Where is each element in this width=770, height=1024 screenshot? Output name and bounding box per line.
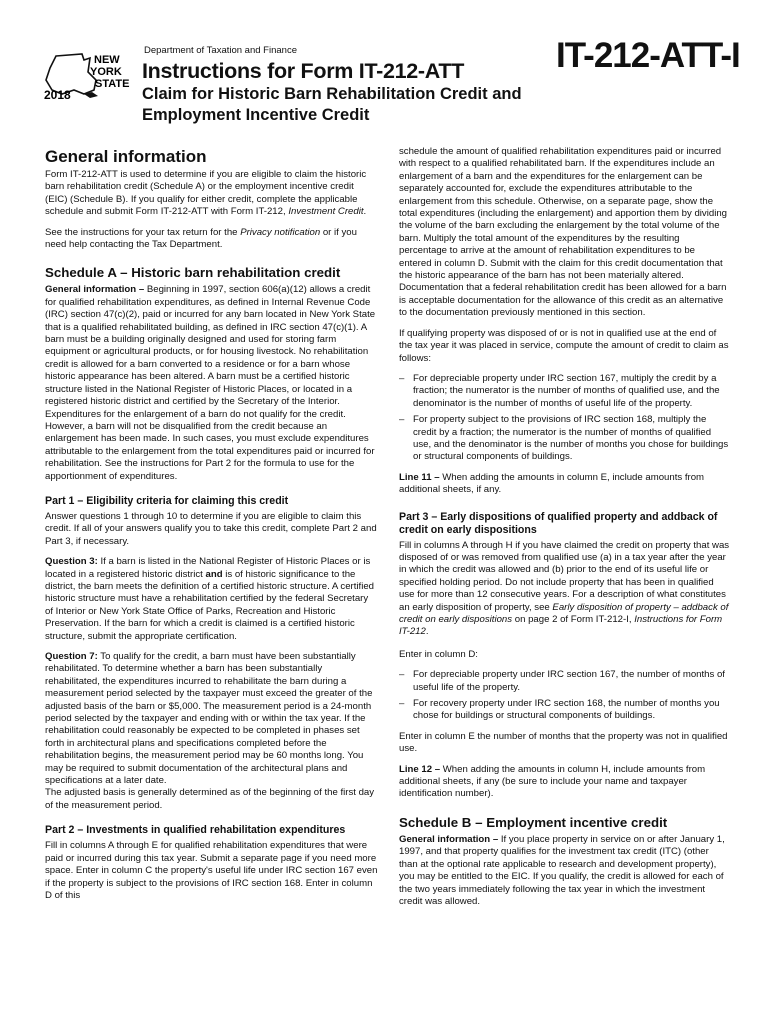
general-information-heading: General information <box>45 147 207 166</box>
column-d-text: Enter in column D: <box>399 648 478 660</box>
disposed-property-list <box>399 373 730 464</box>
part2-text: Fill in columns A through E for qualified rehabilitation expenditures that were paid or incurred during this tax year. Submit a separate page if you need more space. Enter in column C the property's useful life under IRC section 167 even if the property is subject to the provisions of IRC section 168. Enter in column D of this <box>45 840 378 901</box>
part2-continued: schedule the amount of qualified rehabilitation expenditures paid or incurred with respect to a qualified rehabilitated barn. If the expenditures include an enlargement of a barn and the expenditures for the enlargement can be separately accounted for, exclude the expenditures attributable to the enlargement from this schedule. Otherwise, on a separate page, show the total expenditures (including the enlargement) and apportion them by dividing the volume of the barn excluding the enlargement by the total volume of the barn. Multiply the total amount of the expenditures by the resulting percentage to arrive at the amount of rehabilitation expenditures to be entered in column D. Submit with the claim for this credit documentation that the historic appearance of the barn has not been materially altered. Documentation that a federal rehabilitation credit has been allowed for a barn is acceptable documentation for the allowance of this credit as an alternative to the documentation previously mentioned in this section. <box>399 146 727 319</box>
part3-text: Fill in columns A through H if you have claimed the credit on property that was disposed of or was removed from qualified use (a) in a tax year after the year in which the credit was allowed and (b) prior to the end of its useful life or specified holding period. Do not include property that has been in qualified use for more than 12 consecutive years. For a description of what constitutes an early disposition of property, see Early disposition of property – addback of credit on early dispositions on page 2 of Form IT-212-I, Instructions for Form IT-212. <box>399 539 730 638</box>
column-d-list <box>399 669 730 723</box>
new-york-state-logo <box>38 50 138 102</box>
line11-text: Line 11 – When adding the amounts in column E, include amounts from additional sheets, if any. <box>399 471 705 496</box>
list-item: – For depreciable property under IRC section 167, the number of months of useful life of the property. <box>399 669 730 694</box>
page-subtitle: Claim for Historic Barn Rehabilitation Credit and Employment Incentive Credit <box>142 85 522 124</box>
column-e-text: Enter in column E the number of months that the property was not in qualified use. <box>399 730 728 755</box>
state-line-3: STATE <box>95 78 130 90</box>
part1-heading: Part 1 – Eligibility criteria for claiming this credit <box>45 494 289 507</box>
schedule-a-general-info: General information – Beginning in 1997, section 606(a)(12) allows a credit for qualified rehabilitation expenditures, as defined in Internal Revenue Code (IRC) section 47(c)(2), paid or incurred for any barn located in New York State that is a qualified rehabilitated building, as defined in IRC section 47(c)(1). A barn must be a building originally designed and used for storing farm equipment or agricultural products, or for housing livestock. No rehabilitation credit is allowed for a barn converted to a residence or for a barn whose historic appearance has been altered. A barn must be a certified historic structure listed in the National Register of Historic Places, or located in a registered historic district and certified by the Secretary of the Interior. Expenditures for the enlargement of a barn do not qualify for the credit. However, a barn will not be disqualified from the credit because an enlargement has been made. In such cases, you must exclude expenditures attributable to the enlargement from the total expenditures paid or incurred for rehabilitation. See the instructions for Part 2 for the formula to use for the apportionment of expenditures. <box>45 284 376 482</box>
question-7: Question 7: To qualify for the credit, a barn must have been substantially rehabilitated. To determine whether a barn has been substantially rehabilitated, the expenditures incurred to rehabilitate the barn during a measurement period selected by the taxpayer must exceed the greater of the adjusted basis of the barn or $5,000. The measurement period is a 24-month period selected by the taxpayer and ending with or within the tax year. If the rehabilitation could reasonably be expected to be completed in phases set forth in architectural plans and specifications completed before the rehabilitation begins, the measurement period may be 60 months long. You may be required to submit documentation of the architectural plans and specifications at a later date. <box>45 651 373 787</box>
general-paragraph-1: Form IT-212-ATT is used to determine if you are eligible to claim the historic barn rehabilitation credit (Schedule A) or the employment incentive credit (EIC) (Schedule B). If you qualify for either credit, complete the applicable schedule and submit Form IT-212-ATT with Form IT-212, Investment Credit. <box>45 169 367 218</box>
adjusted-basis-text: The adjusted basis is generally determined as of the beginning of the first day of the measurement period. <box>45 787 375 811</box>
page-title: Instructions for Form IT-212-ATT <box>142 59 465 83</box>
list-item: – For depreciable property under IRC section 167, multiply the credit by a fraction; the numerator is the number of months of qualified use, and the denominator is the number of months of useful life of the property. <box>399 373 730 410</box>
schedule-a-heading: Schedule A – Historic barn rehabilitation credit <box>45 265 341 281</box>
schedule-b-heading: Schedule B – Employment incentive credit <box>399 814 668 830</box>
question-3: Question 3: If a barn is listed in the National Register of Historic Places or is located in a registered historic district and is of historic significance to the district, the barn meets the definition of a certified historic structure. A certified historic structure must have a rehabilitation certified by the federal Secretary of Interior or New York State Office of Parks, Recreation and Historic Preservation. If the barn for which a credit is claimed is a certified historic structure, submit the appropriate certification. <box>45 556 375 642</box>
general-paragraph-2: See the instructions for your tax return for the Privacy notification or if you need help contacting the Tax Department. <box>45 226 357 251</box>
part2-heading: Part 2 – Investments in qualified rehabilitation expenditures <box>45 824 346 837</box>
year-label: 2018 <box>44 88 71 102</box>
form-id: IT-212-ATT-I <box>556 36 740 75</box>
state-line-1: NEW <box>94 54 120 66</box>
part1-text: Answer questions 1 through 10 to determine if you are eligible to claim this credit. If all of your answers qualify you to take this credit, complete Part 2 and Part 3, if necessary. <box>45 510 377 547</box>
list-item: – For recovery property under IRC section 168, the number of months you chose for buildings or structural components of buildings. <box>399 698 730 723</box>
department-name: Department of Taxation and Finance <box>144 45 297 56</box>
line12-text: Line 12 – When adding the amounts in column H, include amounts from additional sheets, if any (be sure to include your name and taxpayer identification number). <box>399 763 706 800</box>
left-column <box>45 169 378 910</box>
right-column <box>399 146 730 916</box>
state-line-2: YORK <box>90 66 122 78</box>
disposed-property-text: If qualifying property was disposed of or is not in qualified use at the end of the tax year it was placed in service, compute the amount of credit to claim as follows: <box>399 327 729 364</box>
part3-heading: Part 3 – Early dispositions of qualified property and addback of credit on early dispositions <box>399 510 718 536</box>
schedule-b-general-info: General information – If you place property in service on or after January 1, 1997, and that property qualifies for the investment tax credit (ITC) (other than at the optional rate applicable to research and development property), you may be entitled to the EIC. If you qualify, the credit is allowed for each of the two years immediately following the tax year in which the investment credit was allowed. <box>399 833 725 907</box>
list-item: – For property subject to the provisions of IRC section 168, multiply the credit by a fraction; the numerator is the number of months of qualified use, and the denominator is the number of months you chose for buildings or structural components of buildings. <box>399 414 730 464</box>
